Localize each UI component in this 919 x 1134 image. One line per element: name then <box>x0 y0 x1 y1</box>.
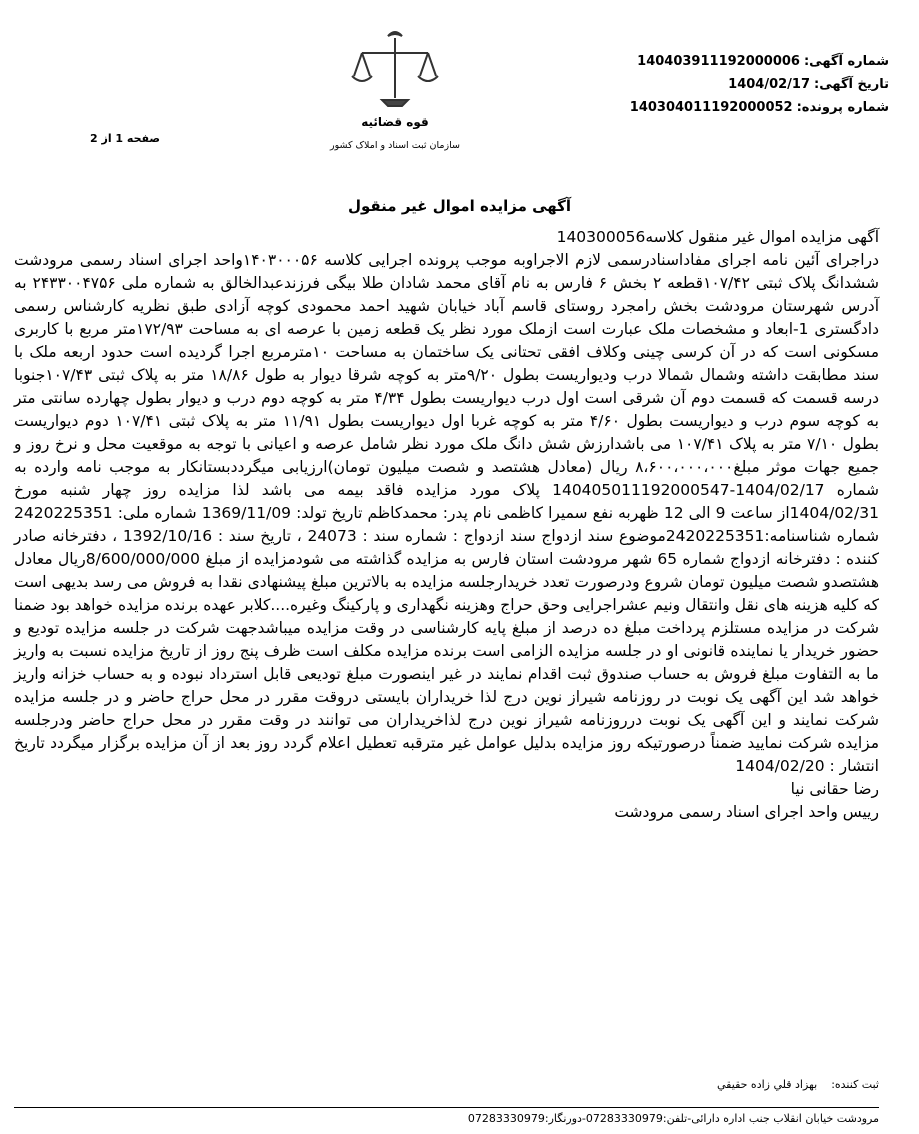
emblem-text-bottom: سازمان ثبت اسناد و املاک کشور <box>330 140 460 151</box>
file-number-row <box>529 96 889 119</box>
notice-body <box>14 226 879 824</box>
file-number: 140304011192000052 <box>629 100 793 115</box>
judiciary-emblem <box>330 28 460 158</box>
footer <box>14 1078 879 1125</box>
document-title: آگهی مزایده اموال غیر منقول <box>347 197 572 215</box>
ad-date: 1404/02/17 <box>728 77 811 92</box>
emblem-text-top: قوه قضائیه <box>361 115 429 129</box>
page-number: صفحه 1 از 2 <box>90 132 161 145</box>
signer-title: رییس واحد اجرای اسناد رسمی مرودشت <box>614 803 879 821</box>
notice-heading-line: آگهی مزایده اموال غیر منقول کلاسه140300056 <box>556 228 879 246</box>
ad-number-label: شماره آگهی: <box>803 54 889 69</box>
ad-number: 140403911192000006 <box>637 54 800 69</box>
ad-date-row <box>529 73 889 96</box>
signer-name: رضا حقانی نیا <box>790 780 879 798</box>
ad-number-row <box>529 50 889 73</box>
scales-of-justice-icon <box>330 28 460 158</box>
ad-date-label: تاریخ آگهی: <box>814 77 889 92</box>
registrar-name: بهزاد قلي زاده حقيقي <box>717 1078 818 1091</box>
registrar-row <box>14 1078 879 1091</box>
file-number-label: شماره پرونده: <box>796 100 889 115</box>
footer-address: مرودشت خیابان انقلاب جنب اداره دارائی-تلفن:07283330979-دورنگار:07283330979 <box>467 1112 879 1125</box>
ad-metadata <box>529 50 889 119</box>
notice-paragraph: دراجرای آئین نامه اجرای مفاداسنادرسمی لازم الاجراوبه موجب پرونده اجرایی کلاسه ۱۴۰۳۰۰۰۵۶واحد اجرای اسناد رسمی مرودشت ششدانگ پلاک ثبتی ۱۰۷/۴۲قطعه ۲ بخش ۶ فارس به نام آقای محمد شادان طلا بیگی فرزندعبدالخالق به شماره ملی ۲۴۳۳۰۰۴۷۵۶ به آدرس شهرستان مرودشت بخش رامجرد روستای قاسم آباد خیابان شهید احمد محمودی کوچه آزادی طبق نظریه کارشناس رسمی دادگستری 1-ابعاد و مشخصات ملک عبارت است ازملک مورد نظر یک قطعه زمین با عرصه ای به مساحت ۱۷۲/۹۳متر مربع با کاربری مسکونی است که در آن کرسی چینی وکلاف افقی تحتانی یک ساختمان به مساحت ۱۰مترمربع اجرا گردیده است حدود اربعه ملک با سند مطابقت داشته وشمال شمالا درب ودیواریست بطول ۹/۲۰متر به کوچه شرقا دیوار به طول ۱۸/۸۶ متر به پلاک ثبتی ۱۰۷/۴۳جنوبا درسه قسمت که قسمت دوم آن شرقی است اول درب دیواریست بطول ۴/۳۴ متر به کوچه دوم درب و دیوار بطول چهارده سانتی متر به کوچه سوم درب و دیواریست بطول ۴/۶۰ متر به کوچه غربا اول دیواریست بطول ۱۱/۹۱ متر به پلاک ثبتی ۱۰۷/۴۱ دوم دیواریست بطول ۷/۱۰ متر به پلاک ۱۰۷/۴۱ می باشدارزش شش دانگ ملک مورد نظر شامل عرصه و اعیانی با توجه به موقعیت محل و نرخ روز و جمیع جهات موثر مبلغ۸،۶۰۰،۰۰۰،۰۰۰ ریال (معادل هشتصد و شصت میلیون تومان)ارزیابی میگرددبستانکار به موجب نامه وارده به شماره 1404/02/17-140405011192000547 پلاک مورد مزایده فاقد بیمه می باشد لذا مزایده روز چهار شنبه مورخ 1404/02/31از ساعت 9 الی 12 ظهربه نفع سمیرا کاظمی نام پدر: محمدکاظم تاریخ تولد: 1369/11/09 شماره ملی: 2420225351 شماره شناسنامه:2420225351موضوع سند ازدواج سند ازدواج : شماره سند : 24073 ، تاریخ سند : 1392/10/16 ، دفترخانه صادر کننده : دفترخانه ازدواج شماره 65 شهر مرودشت استان فارس به مزایده گذاشته می شودمزایده از مبلغ 8/600/000/000ریال معادل هشتصدو شصت میلیون تومان شروع ودرصورت تعدد خریدارجلسه مزایده به بالاترین مبلغ پیشنهادی نقدا به فروش می رسد بدیهی است که کلیه هزینه های نقل وانتقال ونیم عشراجرایی وحق حراج وهزینه نگهداری و پارکینگ وغیره....کلابر عهده برنده مزایده خواهد بود ضمنا شرکت در مزایده مستلزم پرداخت مبلغ ده درصد از مبلغ پایه کارشناسی در وقت مزایده میباشدجهت شرکت در جلسه مزایده تودیع و حضور خریدار یا نماینده قانونی او در جلسه مزایده الزامی است برنده مزایده مکلف است ظرف پنج روز از تاریخ مزایده نسبت به واریز ما به التفاوت مبلغ فروش به حساب صندوق ثبت اقدام نمایند در غیر اینصورت مبلغ تودیعی قابل استرداد نبوده و به حساب خزانه واریز خواهد شد این آگهی یک نوبت در روزنامه شیراز نوین درج لذا خریداران بایستی دروقت مقرر در محل حراج حاضر و در جلسه مزایده شرکت نمایند و این آگهی یک نوبت درروزنامه شیراز نوین درج لذاخریداران می توانند در وقت مقرر در محل حراج حاضر ودرجلسه مزایده شرکت نمایید ضمناً درصورتیکه روز مزایده بدلیل عوامل غیر مترقبه تعطیل اعلام گردد روز بعد از آن مزایده برگزار میگردد تاریخ انتشار : 1404/02/20 <box>14 251 880 775</box>
registrar-label: ثبت کننده: <box>831 1078 879 1091</box>
footer-divider <box>14 1107 879 1108</box>
